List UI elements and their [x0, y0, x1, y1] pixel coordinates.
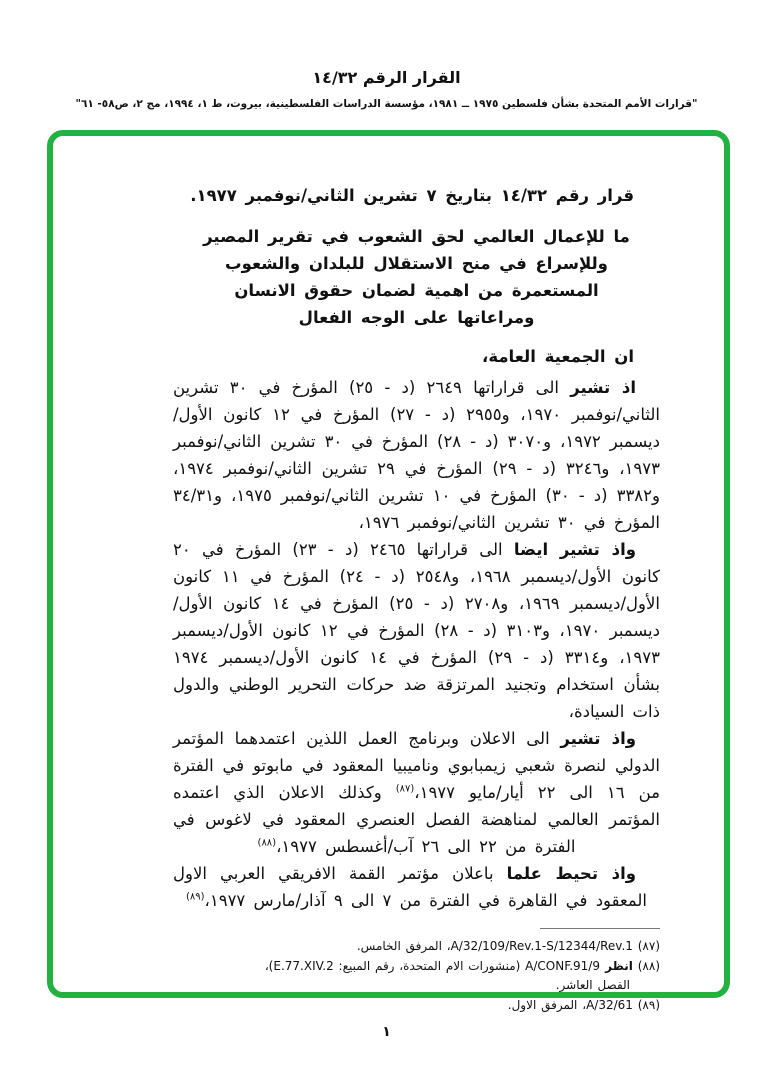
footnote-marker: (٨٩) [632, 997, 660, 1012]
paragraph [173, 536, 660, 725]
assembly-intro: ان الجمعية العامة، [482, 347, 634, 366]
paragraph-text: )، الفصل العاشر. [264, 958, 630, 992]
footnote-marker: (٨٨) [632, 958, 660, 973]
paragraph-text: (منشورات الام المتحدة، رقم المبيع: [333, 958, 526, 973]
resolution-date-line: قرار رقم ١٤/٣٢ بتاريخ ٧ تشرين الثاني/نوفمبر ١٩٧٧. [190, 186, 634, 205]
paragraph-text: ، المرفق الاول. [507, 997, 587, 1012]
paragraph-text: باعلان مؤتمر القمة الافريقي العربي الاول المعقود في القاهرة في الفترة من ٧ الى ٩ آذار/مارس ١٩٧٧، [173, 864, 648, 910]
paragraph-lead: واذ تشير [560, 729, 637, 748]
footnote-separator [540, 928, 660, 929]
resolution-title-line: المستعمرة من اهمية لضمان حقوق الانسان [234, 281, 599, 300]
footnote [240, 996, 660, 1016]
paragraph-lead: واذ تحيط علما [506, 864, 636, 883]
paragraph [173, 860, 660, 914]
paragraph-lead: واذ تشير ايضا [513, 540, 636, 559]
resolution-title [173, 223, 660, 331]
latin-symbol: A/CONF.91/9 [525, 958, 600, 973]
footnote-ref: (٨٧) [395, 783, 415, 795]
footnote [240, 957, 660, 996]
paragraph-lead: اذ تشير [570, 378, 636, 397]
footnote-ref: (٨٩) [185, 891, 205, 903]
resolution-title-line: ما للإعمال العالمي لحق الشعوب في تقرير المصير [203, 227, 630, 246]
paragraph-text: الى قراراتها ٢٤٦٥ (د - ٢٣) المؤرخ في ٢٠ كانون الأول/ديسمبر ١٩٦٨، و٢٥٤٨ (د - ٢٤) المؤرخ في ١١ كانون الأول/ديسمبر ١٩٦٩، و٢٧٠٨ (د - ٢٥) المؤرخ في ١٤ كانون الأول/ديسمبر ١٩٧٠، و٣١٠٣ (د - ٢٨) المؤرخ في ١٢ كانون الأول/ديسمبر ١٩٧٣، و٣٣١٤ (د - ٢٩) المؤرخ في ١٤ كانون الأول/ديسمبر ١٩٧٤ بشأن استخدام وتجنيد المرتزقة ضد حركات التحرير الوطني والدول ذات السيادة، [173, 540, 660, 721]
page-number: ١ [382, 1024, 391, 1040]
footnote [240, 937, 660, 957]
paragraph-text: الى قراراتها ٢٦٤٩ (د - ٢٥) المؤرخ في ٣٠ تشرين الثاني/نوفمبر ١٩٧٠، و٢٩٥٥ (د - ٢٧) المؤرخ في ١٢ كانون الأول/ديسمبر ١٩٧٢، و٣٠٧٠ (د - ٢٨) المؤرخ في ٣٠ تشرين الثاني/نوفمبر ١٩٧٣، و٣٢٤٦ (د - ٢٩) المؤرخ في ٢٩ تشرين الثاني/نوفمبر ١٩٧٤، و٣٣٨٢ (د - ٣٠) المؤرخ في ١٠ تشرين الثاني/نوفمبر ١٩٧٥، و٣٤/٣١ المؤرخ في ٣٠ تشرين الثاني/نوفمبر ١٩٧٦، [173, 378, 660, 532]
latin-symbol: E.77.XIV.2 [273, 958, 334, 973]
footnote-marker: (٨٧) [632, 939, 660, 953]
page-title: القرار الرقم ١٤/٣٢ [312, 68, 461, 87]
document-frame [47, 130, 730, 1012]
footnotes [240, 937, 660, 1015]
paragraph [173, 374, 660, 536]
paragraph-text: ، المرفق الخامس. [356, 939, 451, 953]
source-citation: "قرارات الأمم المتحدة بشأن فلسطين ١٩٧٥ ــ ١٩٨١، مؤسسة الدراسات الفلسطينية، بيروت، ط ١، ١٩٩٤، مج ٢، ص٥٨- ٦١" [75, 98, 698, 110]
footnote-bold: انظر [599, 958, 633, 973]
preamble-paragraphs [173, 374, 660, 914]
resolution-title-line: ومراعاتها على الوجه الفعال [298, 308, 535, 327]
resolution-title-line: وللإسراع في منح الاستقلال للبلدان والشعوب [225, 254, 608, 273]
paragraph-text: الى الاعلان وبرنامج العمل اللذين اعتمدهما المؤتمر الدولي لنصرة شعبي زيمبابوي وناميبيا المعقود في مابوتو في الفترة من ١٦ الى ٢٢ أيار/مايو ١٩٧٧، [173, 729, 661, 802]
document-content [173, 182, 660, 1015]
latin-symbol: A/32/61 [586, 997, 633, 1012]
paragraph [173, 725, 660, 860]
latin-symbol: A/32/109/Rev.1-S/12344/Rev.1 [450, 939, 633, 953]
paragraph-text: وكذلك الاعلان الذي اعتمده المؤتمر العالمي لمناهضة الفصل العنصري المعقود في لاغوس في الفترة من ٢٢ الى ٢٦ آب/أغسطس ١٩٧٧، [173, 783, 660, 856]
footnote-ref: (٨٨) [257, 837, 277, 849]
